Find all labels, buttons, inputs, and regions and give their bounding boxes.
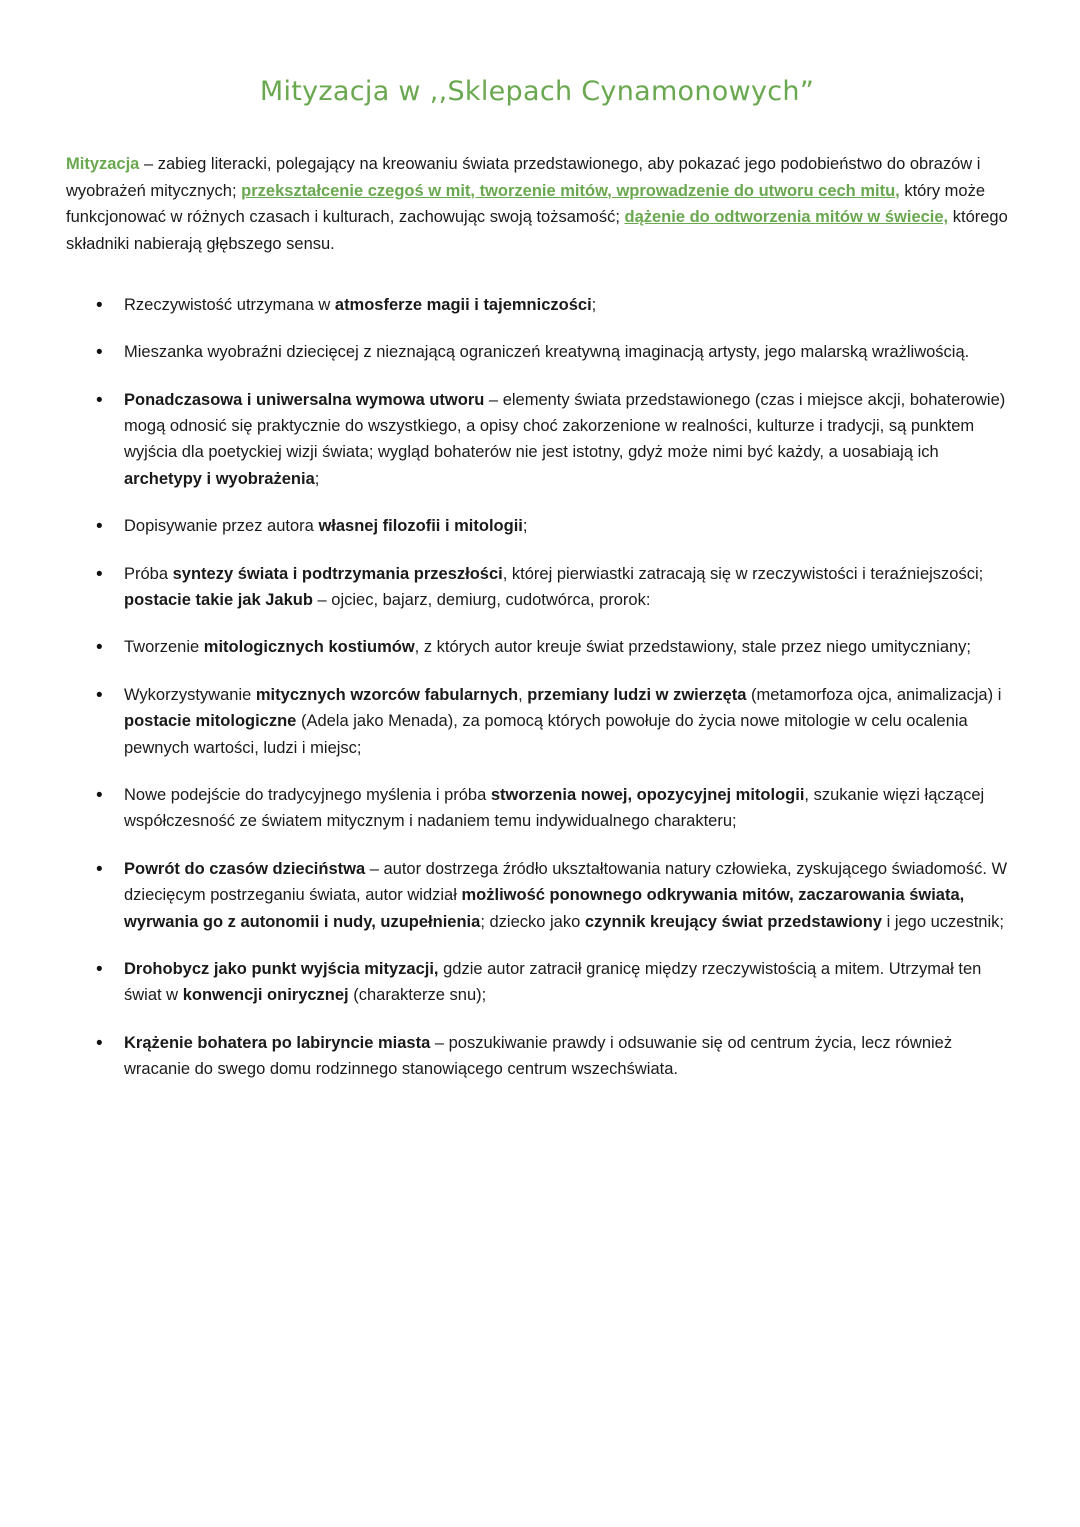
list-item-emphasis: mitologicznych kostiumów <box>203 638 415 657</box>
list-item-emphasis: atmosferze magii i tajemniczości <box>334 295 592 314</box>
list-item <box>66 292 1008 318</box>
list-item <box>66 634 1008 660</box>
list-item-text: ; <box>314 469 320 488</box>
list-item-emphasis: przemiany ludzi w zwierzęta <box>527 685 747 704</box>
list-item-emphasis: mitycznych wzorców fabularnych <box>255 685 519 704</box>
list-item <box>66 956 1008 1009</box>
intro-text-part-1: – zabieg literacki, polegający na kreowaniu świata przedstawionego, aby pokazać jego podobieństwo do obrazów i wyobrażeń mitycznych; <box>66 155 981 200</box>
list-item-text: ; dziecko jako <box>480 912 585 931</box>
list-item-text: gdzie autor zatracił granicę między rzeczywistością a mitem. Utrzymał ten świat w <box>124 959 982 1005</box>
list-item-text: – ojciec, bajarz, demiurg, cudotwórca, prorok: <box>312 591 651 609</box>
list-item-emphasis: postacie mitologiczne <box>124 712 297 731</box>
list-item <box>66 339 1008 365</box>
list-item-text: , z których autor kreuje świat przedstawiony, stale przez niego umityczniany; <box>414 638 972 657</box>
intro-highlight-2: dążenie do odtworzenia mitów w świecie, <box>624 208 949 227</box>
list-item-text: Tworzenie <box>124 638 204 657</box>
list-item-emphasis: własnej filozofii i mitologii <box>318 517 523 536</box>
list-item-text: Nowe podejście do tradycyjnego myślenia i próba <box>124 785 491 804</box>
list-item-text: Dopisywanie przez autora <box>124 517 319 536</box>
list-item-text: i jego uczestnik; <box>882 912 1004 931</box>
list-item-emphasis: możliwość ponownego odkrywania mitów, zaczarowania świata, wyrwania go z autonomii i nudy, uzupełnienia <box>124 886 965 931</box>
list-item-text: ; <box>522 517 528 536</box>
intro-paragraph <box>66 151 1008 258</box>
list-item-text: , której pierwiastki zatracają się w rzeczywistości i teraźniejszości; <box>502 564 984 583</box>
bullet-list <box>66 292 1008 1083</box>
list-item-text: (metamorfoza ojca, animalizacja) i <box>746 685 1002 704</box>
list-item-text: Wykorzystywanie <box>124 685 256 704</box>
list-item-emphasis: Drohobycz jako punkt wyjścia mityzacji, <box>124 959 439 978</box>
list-item-emphasis: konwencji onirycznej <box>182 986 349 1005</box>
list-item-emphasis: archetypy i wyobrażenia <box>124 469 315 488</box>
list-item-text: (charakterze snu); <box>348 986 487 1005</box>
list-item-text: Próba <box>124 564 173 583</box>
list-item-text: – elementy świata przedstawionego (czas i miejsce akcji, bohaterowie) mogą odnosić się praktycznie do wszystkiego, a opisy choć zakorzenione w realności, kulturze i tradycji, są punktem wyjścia dla poetyckiej wizji świata; wygląd bohaterów nie jest istotny, gdyż może nimi być każdy, a uosabiają ich <box>124 390 1006 462</box>
intro-text-part-2: który może funkcjonować w różnych czasach i kulturach, zachowując swoją tożsamość; <box>66 181 986 227</box>
list-item-text: , <box>518 685 528 704</box>
list-item-emphasis: czynnik kreujący świat przedstawiony <box>584 912 882 931</box>
list-item-text: – poszukiwanie prawdy i odsuwanie się od centrum życia, lecz również wracanie do swego domu rodzinnego stanowiącego centrum wszechświata. <box>124 1033 953 1079</box>
list-item-text: ; <box>591 295 597 314</box>
intro-highlight-1: przekształcenie czegoś w mit, tworzenie mitów, wprowadzenie do utworu cech mitu, <box>241 181 900 200</box>
list-item-emphasis: Powrót do czasów dzieciństwa <box>124 859 366 878</box>
list-item-text: , szukanie więzi łączącej współczesność ze światem mitycznym i nadaniem temu indywidualnego charakteru; <box>124 785 985 831</box>
list-item <box>66 782 1008 835</box>
list-item <box>66 387 1008 493</box>
list-item <box>66 682 1008 761</box>
list-item-text: (Adela jako Menada), za pomocą których powołuje do życia nowe mitologie w celu ocalenia pewnych wartości, ludzi i miejsc; <box>124 712 968 757</box>
list-item-text: Rzeczywistość utrzymana w <box>124 295 335 314</box>
list-item <box>66 1030 1008 1083</box>
list-item <box>66 513 1008 539</box>
list-item-emphasis: Ponadczasowa i uniwersalna wymowa utworu <box>124 390 485 409</box>
list-item-emphasis: stworzenia nowej, opozycyjnej mitologii <box>490 785 805 804</box>
list-item-emphasis: syntezy świata i podtrzymania przeszłości <box>172 564 503 583</box>
intro-text-part-3: którego składniki nabierają głębszego sensu. <box>66 208 1008 254</box>
list-item-emphasis: Krążenie bohatera po labiryncie miasta <box>124 1033 431 1052</box>
list-item <box>66 561 1008 614</box>
list-item-emphasis: postacie takie jak Jakub <box>124 591 313 609</box>
list-item <box>66 856 1008 935</box>
page-title: Mityzacja w ,,Sklepach Cynamonowych” <box>259 76 815 107</box>
list-item-text: Mieszanka wyobraźni dziecięcej z nieznającą ograniczeń kreatywną imaginacją artysty, jego malarską wrażliwością. <box>124 343 970 362</box>
intro-keyword: Mityzacja <box>66 155 140 173</box>
list-item-text: – autor dostrzega źródło ukształtowania natury człowieka, zyskującego świadomość. W dziecięcym postrzeganiu świata, autor widział <box>124 859 1008 905</box>
